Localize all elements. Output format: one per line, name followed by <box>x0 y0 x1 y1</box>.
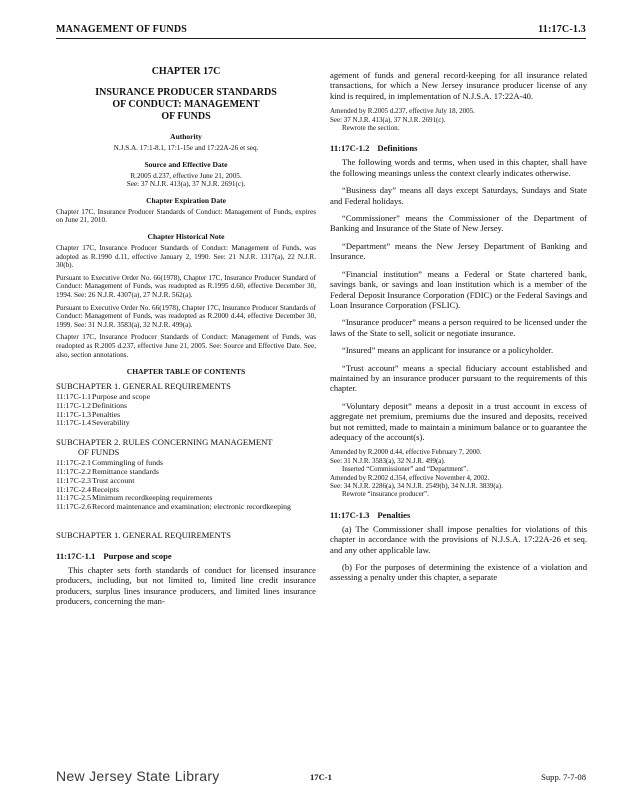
history-paragraph: Chapter 17C, Insurance Producer Standards of Conduct: Management of Funds, was readopted as R.2005 d.237, effective June 21, 2005. See: Source and Effective Date. See, also, section annotations. <box>56 333 316 359</box>
authority-text: N.J.S.A. 17:1-8.1, 17:1-15e and 17:22A-26 et seq. <box>113 144 259 152</box>
section-title: Definitions <box>377 143 418 154</box>
running-head <box>56 24 586 39</box>
amendment-note: See: 37 N.J.R. 413(a), 37 N.J.R. 2691(c). <box>330 115 446 124</box>
running-head-left: MANAGEMENT OF FUNDS <box>56 24 188 35</box>
penalties-a: (a) The Commissioner shall impose penalties for violations of this chapter in accordance with the provisions of N.J.S.A. 17:22A-26 et seq. and any other applicable law. <box>330 523 587 555</box>
definition-entry: “Financial institution” means a Federal or State chartered bank, savings bank, or savings and loan institution which is a member of the Federal Deposit Insurance Corporation (FDIC) or the Federal Savings and Loan Insurance Corporation (FSLIC). <box>330 268 587 310</box>
amendment-note: Amended by R.2005 d.237, effective July 18, 2005. <box>330 107 475 116</box>
section-heading-1-2 <box>330 143 587 153</box>
chapter-label: CHAPTER 17C <box>151 66 221 77</box>
source-line: See: 37 N.J.R. 413(a), 37 N.J.R. 2691(c). <box>126 180 246 189</box>
section-number: 11:17C-1.3 <box>330 509 370 520</box>
amendment-note: Rewrote the section. <box>342 124 400 133</box>
penalties-b: (b) For the purposes of determining the existence of a violation and assessing a penalty under this chapter, a separate <box>330 562 587 583</box>
toc-entry[interactable]: 11:17C-2.2 Remittance standards <box>56 467 159 477</box>
page-number: 17C-1 <box>310 772 332 782</box>
history-paragraph: Pursuant to Executive Order No. 66(1978), Chapter 17C, Insurance Producer Standard of Conduct: Management of Funds, was readopted as R.1995 d.60, effective December 30, 1994. See: 26 N.J.R. 4307(a), 27 N.J.R. 562(a). <box>56 273 316 299</box>
toc-entry[interactable]: 11:17C-2.3 Trust account <box>56 475 135 485</box>
amendment-note: Amended by R.2002 d.354, effective November 4, 2002. <box>330 473 490 482</box>
toc-subchapter-1: SUBCHAPTER 1. GENERAL REQUIREMENTS <box>56 381 231 392</box>
library-watermark: New Jersey State Library <box>56 768 220 784</box>
source-line: R.2005 d.237, effective June 21, 2005. <box>130 171 242 180</box>
section-heading-1-1 <box>56 551 316 561</box>
toc-entry[interactable]: 11:17C-2.4 Receipts <box>56 484 119 494</box>
section-1-1-text: This chapter sets forth standards of conduct for licensed insurance producers, including, but not limited to, limited line credit insurance producers, surplus lines insurance producers, and limited lines insurance producers, concerning the man- <box>56 565 316 607</box>
definition-entry: “Voluntary deposit” means a deposit in a trust account in excess of aggregate net premium, premiums due the insured and deposits, received but not remitted, made to maintain a minimum balance or to guarantee the adequacy of the account(s). <box>330 400 587 442</box>
definition-entry: “Commissioner” means the Commissioner of the Department of Banking and Insurance of the State of New Jersey. <box>330 213 587 234</box>
definition-entry: “Trust account” means a special fiduciary account established and maintained by an insurance producer pursuant to the requirements of this chapter. <box>330 362 587 394</box>
section-number: 11:17C-1.1 <box>56 551 96 562</box>
toc-entry[interactable]: 11:17C-1.4 Severability <box>56 418 130 428</box>
expiration-text: Chapter 17C, Insurance Producer Standards of Conduct: Management of Funds, expires on June 21, 2010. <box>56 207 316 225</box>
running-head-right: 11:17C-1.3 <box>538 24 586 35</box>
definition-entry: “Insurance producer” means a person required to be licensed under the laws of the State to sell, solicit or negotiate insurance. <box>330 317 587 338</box>
chapter-title <box>56 87 316 123</box>
toc-list-2 <box>56 459 316 512</box>
section-title: Purpose and scope <box>103 551 172 562</box>
amendment-note: Inserted “Commissioner” and “Department”. <box>342 465 468 474</box>
toc-list-1 <box>56 393 316 428</box>
amendment-note: See: 31 N.J.R. 3583(a), 32 N.J.R. 499(a). <box>330 456 446 465</box>
toc-entry[interactable]: 11:17C-1.3 Penalties <box>56 409 121 419</box>
page-footer <box>56 768 586 790</box>
chapter-title-line: OF CONDUCT: MANAGEMENT <box>112 99 260 110</box>
history-paragraph: Pursuant to Executive Order No. 66(1978), Chapter 17C, Insurance Producer Standards of Conduct: Management of Funds, was readopted as R.2000 d.44, effective December 30, 1999. See: 31 N.J.R. 3583(a), 32 N.J.R. 499(a). <box>56 303 316 329</box>
amendment-note: Rewrote “insurance producer”. <box>342 490 429 499</box>
section-1-1-continued: agement of funds and general record-keeping for all insurance related transactions, for which a New Jersey insurance producer license of any kind is required, in implementation of N.J.S.A. 17:22A-40. <box>330 70 587 101</box>
toc-entry[interactable]: 11:17C-2.5 Minimum recordkeeping requirements <box>56 493 213 503</box>
source-heading: Source and Effective Date <box>144 159 228 169</box>
section-title: Penalties <box>377 509 411 520</box>
left-column <box>56 66 316 607</box>
amendment-note: Amended by R.2000 d.44, effective February 7, 2000. <box>330 448 482 457</box>
toc-subchapter-2: SUBCHAPTER 2. RULES CONCERNING MANAGEMENT <box>56 437 273 448</box>
history-paragraph: Chapter 17C, Insurance Producer Standards of Conduct: Management of Funds, was adopted as R.1990 d.11, effective January 2, 1990. See: 21 N.J.R. 1317(a), 22 N.J.R. 30(b). <box>56 243 316 270</box>
amendment-note: See: 34 N.J.R. 2286(a), 34 N.J.R. 2549(b), 34 N.J.R. 3839(a). <box>330 482 503 490</box>
toc-entry[interactable]: 11:17C-1.1 Purpose and scope <box>56 392 151 402</box>
expiration-heading: Chapter Expiration Date <box>146 195 226 205</box>
toc-entry[interactable]: 11:17C-2.6 Record maintenance and examination; electronic recordkeeping <box>56 502 291 512</box>
toc-entry[interactable]: 11:17C-1.2 Definitions <box>56 400 128 410</box>
chapter-title-line: INSURANCE PRODUCER STANDARDS <box>95 87 277 98</box>
definitions-intro: The following words and terms, when used in this chapter, shall have the following meanings unless the context clearly indicates otherwise. <box>330 157 587 178</box>
subchapter-1-heading: SUBCHAPTER 1. GENERAL REQUIREMENTS <box>56 530 231 541</box>
toc-subchapter-2-cont: OF FUNDS <box>78 447 120 458</box>
section-heading-1-3 <box>330 510 587 520</box>
definition-entry: “Department” means the New Jersey Department of Banking and Insurance. <box>330 240 587 262</box>
right-column <box>330 70 587 583</box>
toc-entry[interactable]: 11:17C-2.1 Commingling of funds <box>56 458 164 468</box>
section-number: 11:17C-1.2 <box>330 143 370 154</box>
history-heading: Chapter Historical Note <box>147 231 225 241</box>
authority-heading: Authority <box>170 132 202 141</box>
definition-entry: “Business day” means all days except Saturdays, Sundays and State and Federal holidays. <box>330 185 587 206</box>
chapter-title-line: OF FUNDS <box>161 111 211 122</box>
supplement-date: Supp. 7-7-08 <box>541 772 586 782</box>
definition-entry: “Insured” means an applicant for insurance or a policyholder. <box>342 345 554 356</box>
toc-heading: CHAPTER TABLE OF CONTENTS <box>126 367 246 377</box>
